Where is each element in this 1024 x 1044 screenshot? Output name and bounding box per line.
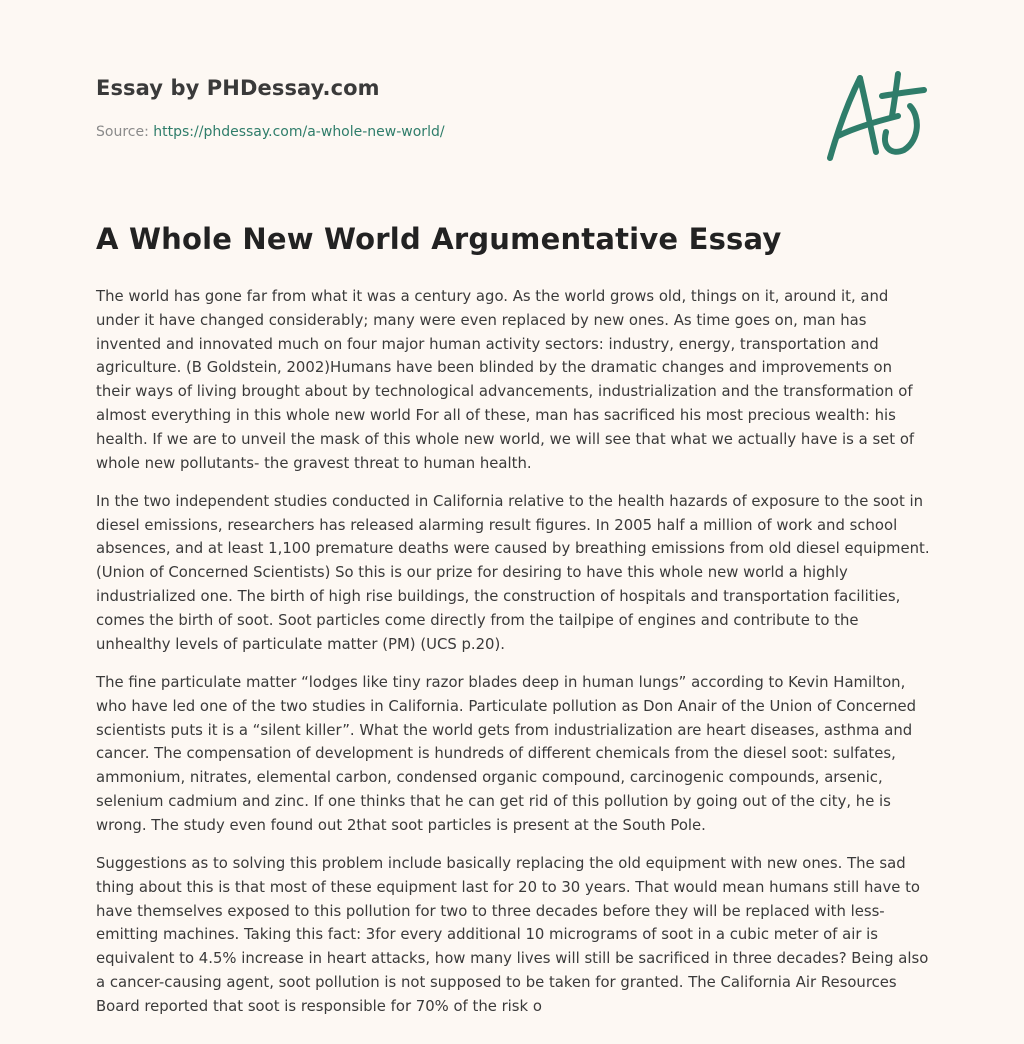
page-header: [96, 0, 928, 200]
brand-title: Essay by PHDessay.com: [96, 76, 380, 100]
source-label: Source:: [96, 124, 149, 140]
essay-paragraph: In the two independent studies conducted in California relative to the health hazards of exposure to the soot in diesel emissions, researchers has released alarming result figures. In 2005 half a million of work and school absences, and at least 1,100 premature deaths were caused by breathing emissions from old diesel equipment. (Union of Concerned Scientists) So this is our prize for desiring to have this whole new world a highly industrialized one. The birth of high rise buildings, the construction of hospitals and transportation facilities, comes the birth of soot. Soot particles come directly from the tailpipe of engines and contribute to the unhealthy levels of particulate matter (PM) (UCS p.20).: [96, 491, 930, 653]
essay-paragraph: The fine particulate matter “lodges like tiny razor blades deep in human lungs” according to Kevin Hamilton, who have led one of the two studies in California. Particulate pollution as Don Anair of the Union of Concerned scientists puts it is a “silent killer”. What the world gets from industrialization are heart diseases, asthma and cancer. The compensation of development is hundreds of different chemicals from the diesel soot: sulfates, ammonium, nitrates, elemental carbon, condensed organic compound, carcinogenic compounds, arsenic, selenium cadmium and zinc. If one thinks that he can get rid of this pollution by going out of the city, he is wrong. The study even found out 2that soot particles is present at the South Pole.: [96, 672, 917, 834]
essay-title: A Whole New World Argumentative Essay: [96, 222, 782, 256]
a-plus-logo-icon: [824, 66, 928, 166]
essay-paragraph: The world has gone far from what it was a century ago. As the world grows old, things on it, around it, and under it have changed considerably; many were even replaced by new ones. As time goes on, man has invented and innovated much on four major human activity sectors: industry, energy, transportation and agriculture. (B Goldstein, 2002)Humans have been blinded by the dramatic changes and improvements on their ways of living brought about by technological advancements, industrialization and the transformation of almost everything in this whole new world For all of these, man has sacrificed his most precious wealth: his health. If we are to unveil the mask of this whole new world, we will see that what we actually have is a set of whole new pollutants- the gravest threat to human health.: [96, 287, 915, 472]
essay-body: [96, 285, 930, 1033]
essay-paragraph: Suggestions as to solving this problem include basically replacing the old equipment with new ones. The sad thing about this is that most of these equipment last for 20 to 30 years. That would mean humans still have to have themselves exposed to this pollution for two to three decades before they will be replaced with less-emitting machines. Taking this fact: 3for every additional 10 micrograms of soot in a cubic meter of air is equivalent to 4.5% increase in heart attacks, how many lives will still be sacrificed in three decades? Being also a cancer-causing agent, soot pollution is not supposed to be taken for granted. The California Air Resources Board reported that soot is responsible for 70% of the risk o: [96, 854, 929, 1015]
source-line: [96, 124, 445, 140]
source-link[interactable]: https://phdessay.com/a-whole-new-world/: [153, 124, 445, 140]
